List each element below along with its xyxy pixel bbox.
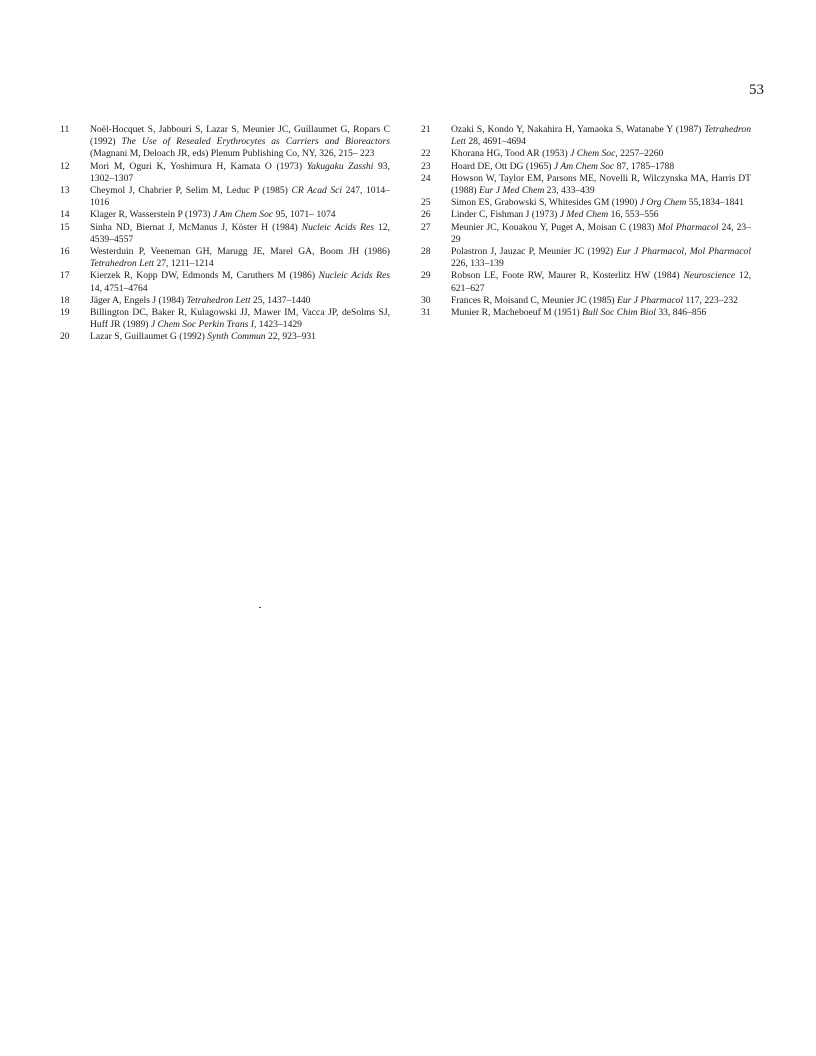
reference-item bbox=[60, 209, 390, 221]
reference-item bbox=[60, 161, 390, 185]
reference-segment: (Magnani M, Deloach JR, eds) Plenum Publishing Co, NY, 326, 215– 223 bbox=[90, 148, 375, 160]
reference-number: 20 bbox=[60, 331, 70, 343]
reference-number: 24 bbox=[421, 172, 431, 184]
reference-text bbox=[90, 307, 390, 331]
reference-journal: Eur J Med Chem bbox=[478, 185, 545, 197]
reference-text bbox=[90, 295, 390, 307]
reference-journal: Neuroscience bbox=[683, 270, 736, 282]
reference-number: 25 bbox=[421, 197, 431, 209]
reference-number: 27 bbox=[421, 221, 431, 233]
page-number: 53 bbox=[749, 82, 764, 98]
reference-journal: J Org Chem bbox=[639, 197, 687, 209]
reference-segment: 247, 1014–1016 bbox=[90, 185, 390, 209]
reference-journal: J Chem Soc bbox=[570, 148, 616, 160]
reference-journal: J Chem Soc Perkin Trans I bbox=[150, 319, 254, 331]
reference-text bbox=[90, 331, 390, 343]
reference-number: 21 bbox=[421, 124, 431, 135]
reference-journal: Nucleic Acids Res bbox=[301, 221, 374, 233]
reference-journal: Tetrahedron Lett bbox=[186, 294, 251, 306]
reference-text bbox=[90, 124, 390, 161]
reference-segment: Noël-Hocquet S, Jabbouri S, Lazar S, Meunier JC, Guillaumet G, Ropars C (1992) bbox=[90, 124, 390, 148]
reference-segment: Mori M, Oguri K, Yoshimura H, Kamata O (1973) bbox=[90, 160, 307, 172]
reference-segment: Billington DC, Baker R, Kulagowski JJ, Mawer IM, Vacca JP, deSolms SJ, Huff JR (1989) bbox=[90, 307, 390, 331]
reference-item bbox=[421, 148, 751, 160]
reference-segment: 24, 23–29 bbox=[451, 221, 751, 245]
reference-segment: Meunier JC, Kouakou Y, Puget A, Moisan C (1983) bbox=[451, 221, 658, 233]
reference-segment: Simon ES, Grabowski S, Whitesides GM (1990) bbox=[451, 197, 640, 209]
reference-segment: Howson W, Taylor EM, Parsons ME, Novelli R, Wilczynska MA, Harris DT (1988) bbox=[451, 172, 751, 197]
reference-segment: 117, 223–232 bbox=[683, 294, 738, 306]
reference-number: 15 bbox=[60, 221, 70, 233]
reference-segment: Sinha ND, Biernat J, McManus J, Köster H (1984) bbox=[90, 221, 302, 233]
reference-number: 12 bbox=[60, 160, 70, 172]
reference-journal: J Am Chem Soc bbox=[553, 160, 615, 172]
reference-number: 28 bbox=[421, 246, 431, 258]
reference-number: 14 bbox=[60, 209, 70, 221]
reference-segment: 28, 4691–4694 bbox=[465, 136, 526, 148]
reference-segment: Polastron J, Jauzac P, Meunier JC (1992) bbox=[451, 246, 617, 258]
reference-text bbox=[451, 161, 751, 173]
reference-item bbox=[421, 222, 751, 246]
reference-segment: Lazar S, Guillaumet G (1992) bbox=[90, 331, 208, 343]
reference-text bbox=[451, 307, 751, 319]
reference-segment: Hoard DE, Ott DG (1965) bbox=[451, 160, 554, 172]
reference-number: 29 bbox=[421, 270, 431, 282]
reference-text bbox=[90, 209, 390, 221]
reference-segment: 12, 621–627 bbox=[451, 270, 751, 294]
reference-segment: Linder C, Fishman J (1973) bbox=[451, 209, 560, 221]
reference-journal: Eur J Pharmacol, Mol Pharmacol bbox=[616, 246, 751, 258]
reference-item bbox=[421, 295, 751, 307]
reference-segment: Khorana HG, Tood AR (1953) bbox=[451, 148, 571, 160]
reference-item bbox=[421, 270, 751, 294]
reference-segment: Robson LE, Foote RW, Maurer R, Kosterlitz HW (1984) bbox=[451, 270, 684, 282]
reference-segment: 93, 1302–1307 bbox=[90, 160, 391, 184]
reference-segment: 22, 923–931 bbox=[265, 331, 316, 343]
reference-journal: CR Acad Sci bbox=[291, 185, 343, 197]
reference-text bbox=[90, 185, 390, 209]
reference-segment: , 1423–1429 bbox=[253, 319, 302, 331]
reference-number: 17 bbox=[60, 270, 70, 282]
reference-segment: Ozaki S, Kondo Y, Nakahira H, Yamaoka S, Watanabe Y (1987) bbox=[451, 124, 705, 135]
reference-segment: 27, 1211–1214 bbox=[154, 258, 214, 270]
reference-journal: Yakugaku Zasshi bbox=[306, 160, 374, 172]
reference-item bbox=[60, 124, 390, 161]
reference-item bbox=[60, 295, 390, 307]
reference-segment: Cheymol J, Chabrier P, Selim M, Leduc P (1985) bbox=[90, 185, 292, 197]
reference-text bbox=[451, 124, 751, 148]
reference-text bbox=[451, 295, 751, 307]
reference-text bbox=[90, 270, 390, 294]
reference-journal: Synth Commun bbox=[207, 331, 266, 343]
reference-text bbox=[90, 222, 390, 246]
reference-item bbox=[60, 222, 390, 246]
reference-text bbox=[451, 270, 751, 294]
reference-item bbox=[421, 209, 751, 221]
reference-number: 13 bbox=[60, 185, 70, 197]
reference-segment: 55,1834–1841 bbox=[686, 197, 744, 209]
reference-journal: Bull Soc Chim Biol bbox=[582, 307, 656, 319]
reference-segment: 226, 133–139 bbox=[451, 258, 504, 270]
reference-text bbox=[451, 222, 751, 246]
reference-number: 16 bbox=[60, 246, 70, 258]
stray-mark bbox=[259, 607, 261, 608]
references-column-right bbox=[421, 124, 751, 319]
reference-number: 23 bbox=[421, 160, 431, 172]
reference-item bbox=[60, 270, 390, 294]
reference-number: 18 bbox=[60, 294, 70, 306]
reference-item bbox=[421, 197, 751, 209]
reference-item bbox=[60, 246, 390, 270]
reference-segment: 16, 553–556 bbox=[608, 209, 659, 221]
reference-segment: 14, 4751–4764 bbox=[90, 282, 148, 294]
reference-journal: Eur J Pharmacol bbox=[617, 294, 684, 306]
reference-text bbox=[90, 246, 390, 270]
reference-number: 11 bbox=[60, 124, 70, 135]
reference-item bbox=[421, 161, 751, 173]
reference-item bbox=[421, 246, 751, 270]
reference-segment: Westerduin P, Veeneman GH, Marugg JE, Marel GA, Boom JH (1986) bbox=[90, 246, 390, 258]
reference-item bbox=[421, 173, 751, 197]
reference-text bbox=[451, 246, 751, 270]
reference-journal: Nucleic Acids Res bbox=[318, 270, 391, 282]
reference-journal: Tetrahedron Lett bbox=[451, 124, 751, 148]
reference-journal: The Use of Resealed Erythrocytes as Carriers and Bioreactors bbox=[121, 136, 390, 148]
reference-text bbox=[451, 148, 751, 160]
reference-item bbox=[421, 307, 751, 319]
reference-item bbox=[60, 331, 390, 343]
reference-segment: 12, 4539–4557 bbox=[90, 221, 391, 245]
reference-text bbox=[90, 161, 390, 185]
reference-number: 30 bbox=[421, 294, 431, 306]
reference-text bbox=[451, 209, 751, 221]
reference-item bbox=[421, 124, 751, 148]
reference-journal: J Med Chem bbox=[559, 209, 609, 221]
reference-number: 19 bbox=[60, 307, 70, 319]
reference-segment: , 2257–2260 bbox=[615, 148, 664, 160]
reference-item bbox=[60, 307, 390, 331]
reference-journal: Tetrahedron Lett bbox=[90, 258, 155, 270]
reference-item bbox=[60, 185, 390, 209]
reference-segment: 25, 1437–1440 bbox=[250, 294, 311, 306]
reference-text bbox=[451, 197, 751, 209]
reference-number: 31 bbox=[421, 307, 431, 319]
reference-journal: Mol Pharmacol bbox=[657, 221, 719, 233]
reference-segment: 33, 846–856 bbox=[655, 307, 707, 319]
reference-segment: Klager R, Wasserstein P (1973) bbox=[90, 209, 213, 221]
references-column-left bbox=[60, 124, 390, 344]
reference-number: 26 bbox=[421, 209, 431, 221]
reference-journal: J Am Chem Soc bbox=[212, 209, 274, 221]
reference-segment: 23, 433–439 bbox=[544, 185, 595, 197]
reference-text bbox=[451, 173, 751, 197]
reference-segment: 87, 1785–1788 bbox=[614, 160, 675, 172]
reference-segment: Kierzek R, Kopp DW, Edmonds M, Caruthers M (1986) bbox=[90, 270, 319, 282]
reference-segment: Munier R, Macheboeuf M (1951) bbox=[451, 307, 583, 319]
reference-segment: 95, 1071– 1074 bbox=[273, 209, 336, 221]
reference-segment: Jäger A, Engels J (1984) bbox=[90, 294, 187, 306]
reference-number: 22 bbox=[421, 148, 431, 160]
reference-segment: Frances R, Moisand C, Meunier JC (1985) bbox=[451, 294, 618, 306]
